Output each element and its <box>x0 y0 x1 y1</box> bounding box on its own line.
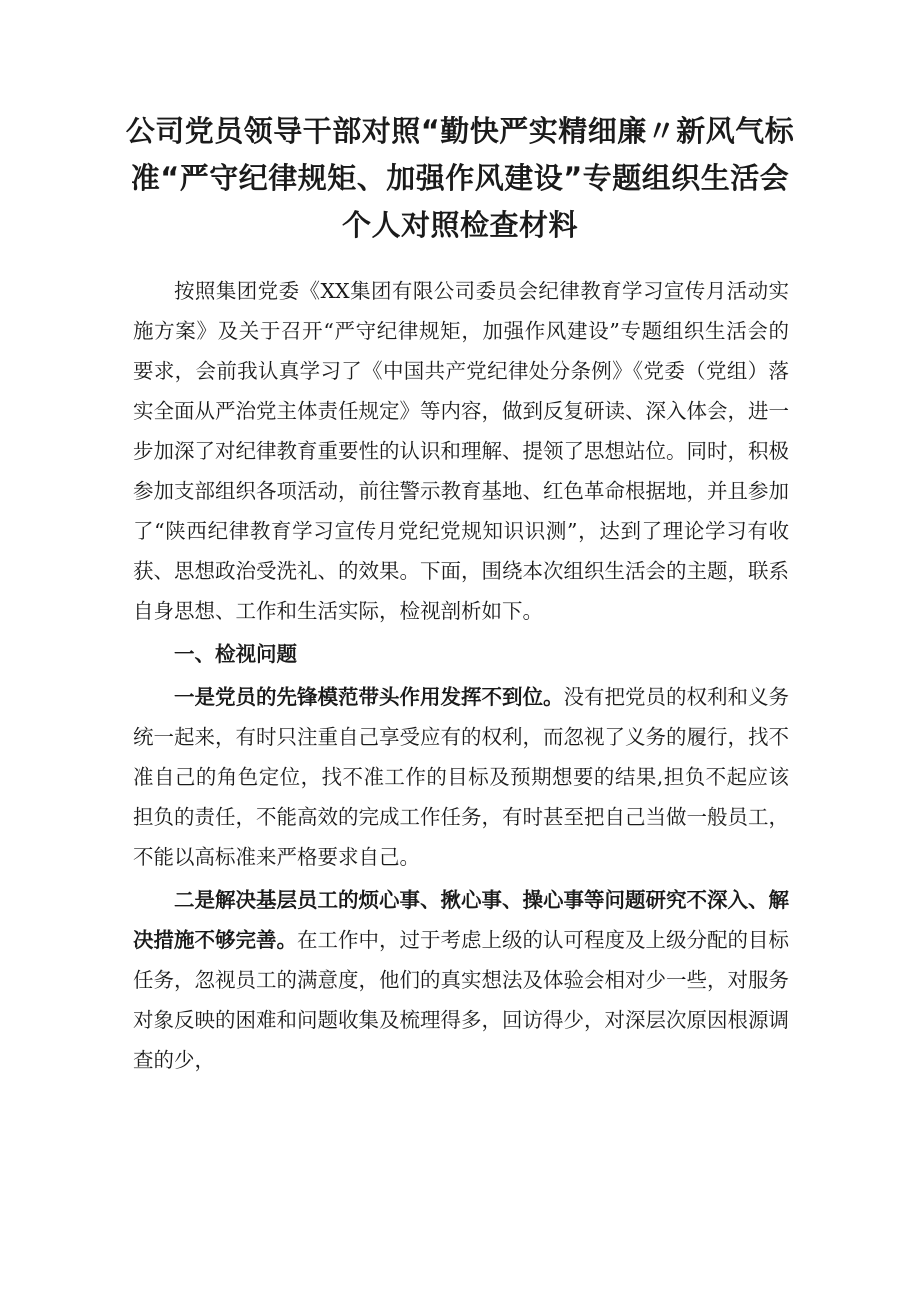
document-title <box>100 108 820 249</box>
title-line-2: 准“严守纪律规矩、加强作风建设”专题组织生活会 <box>130 161 790 195</box>
section-heading: 一、检视问题 <box>174 642 297 666</box>
problem-2-lead: 二是解决基层员工的烦心事、揪心事、操心事等问题研究不深入、解决措施不够完善。 <box>133 888 789 952</box>
problem-2-text: 在工作中，过于考虑上级的认可程度及上级分配的目标任务，忽视员工的满意度，他们的真实想法及体验会相对少一些，对服务对象反映的困难和问题收集及梳理得多，回访得少，对深层次原因根源调查的少， <box>133 928 789 1072</box>
document-body <box>133 271 789 1080</box>
title-line-1: 公司党员领导干部对照“勤快严实精细廉〃新风气标 <box>125 114 795 148</box>
title-line-3: 个人对照检查材料 <box>341 208 578 242</box>
problem-1-lead: 一是党员的先锋模范带头作用发挥不到位。 <box>174 685 564 709</box>
problem-paragraph-1 <box>133 677 789 877</box>
problem-paragraph-2 <box>133 880 789 1080</box>
intro-paragraph: 按照集团党委《XX集团有限公司委员会纪律教育学习宣传月活动实施方案》及关于召开“严守纪律规矩，加强作风建设”专题组织生活会的要求，会前我认真学习了《中国共产党纪律处分条例》《党委（党组）落实全面从严治党主体责任规定》等内容，做到反复研读、深入体会，进一步加深了对纪律教育重要性的认识和理解、提领了思想站位。同时，积极参加支部组织各项活动，前往警示教育基地、红色革命根据地，并且参加了“陕西纪律教育学习宣传月党纪党规知识识测”，达到了理论学习有收获、思想政治受洗礼、的效果。下面，围绕本次组织生活会的主题，联系自身思想、工作和生活实际，检视剖析如下。 <box>133 279 789 623</box>
problem-1-text: 没有把党员的权利和义务统一起来，有时只注重自己享受应有的权利，而忽视了义务的履行，找不准自己的角色定位，找不准工作的目标及预期想要的结果,担负不起应该担负的责任，不能高效的完成工作任务，有时甚至把自己当做一般员工，不能以高标准来严格要求自己。 <box>133 685 789 869</box>
